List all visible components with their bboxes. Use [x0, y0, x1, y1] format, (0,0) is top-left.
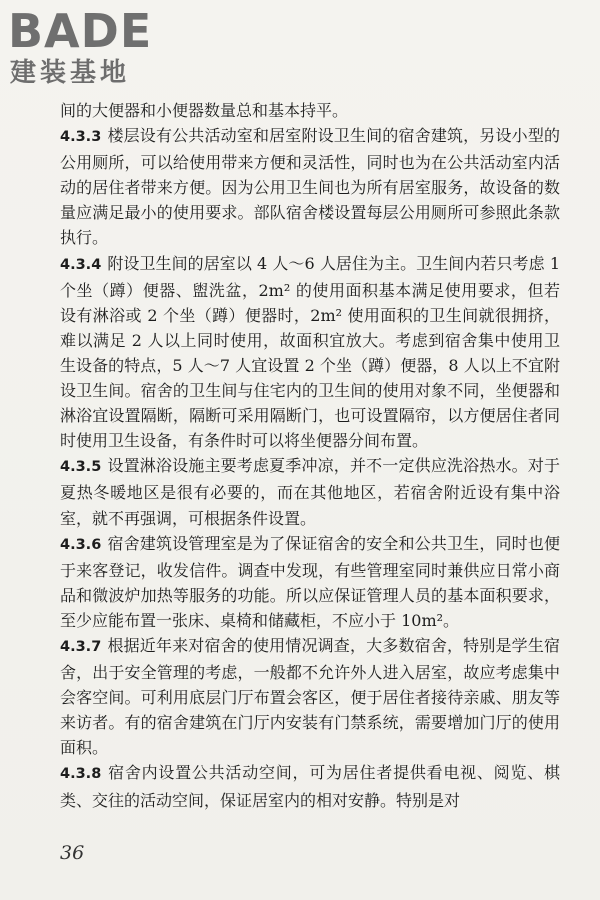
clause-text: 宿舍内设置公共活动空间，可为居住者提供看电视、阅览、棋类、交往的活动空间，保证居室内的相对安静。特别是对: [60, 763, 560, 810]
clause-4-3-8: [60, 760, 560, 812]
clause-text: 附设卫生间的居室以 4 人～6 人居住为主。卫生间内若只考虑 1 个坐（蹲）便器、盥洗盆，2m² 的使用面积基本满足使用要求，但若设有淋浴或 2 个坐（蹲）便器时，2m² 使用面积的卫生间就很拥挤，难以满足 2 人以上同时使用，故面积宜放大。考虑到宿舍集中使用卫生设备的特点，5 人～7 人宜设置 2 个坐（蹲）便器，8 人以上不宜附设卫生间。宿舍的卫生间与住宅内的卫生间的使用对象不同，坐便器和淋浴宜设置隔断，隔断可采用隔断门，也可设置隔帘，以方便居住者同时使用卫生设备，有条件时可以将坐便器分间布置。: [60, 253, 560, 451]
clause-4-3-3: [60, 123, 560, 250]
clause-number: 4.3.3: [60, 129, 102, 146]
page-number: 36: [60, 842, 85, 864]
bade-logo: [8, 6, 183, 91]
clause-text: 楼层设有公共活动室和居室附设卫生间的宿舍建筑，另设小型的公用厕所，可以给使用带来方便和灵活性，同时也为在公共活动室内活动的居住者带来方便。因为公用卫生间也为所有居室服务，故设备的数量应满足最小的使用要求。部队宿舍楼设置每层公用厕所可参照此条款执行。: [60, 126, 560, 248]
logo-subtitle: 建装基地: [10, 58, 131, 88]
clause-number: 4.3.4: [60, 256, 102, 273]
paragraph-text: 间的大便器和小便器数量总和基本持平。: [60, 101, 349, 120]
paragraph-continuation: [60, 98, 560, 123]
clause-number: 4.3.5: [60, 459, 102, 476]
body-text: [60, 98, 560, 813]
clause-4-3-5: [60, 453, 560, 530]
logo-wordmark: BADE: [8, 4, 153, 58]
clause-4-3-7: [60, 633, 560, 760]
clause-number: 4.3.6: [60, 536, 102, 553]
clause-4-3-4: [60, 251, 560, 454]
clause-text: 设置淋浴设施主要考虑夏季冲凉，并不一定供应洗浴热水。对于夏热冬暖地区是很有必要的，而在其他地区，若宿舍附近设有集中浴室，就不再强调，可根据条件设置。: [60, 456, 560, 528]
clause-text: 根据近年来对宿舍的使用情况调查，大多数宿舍，特别是学生宿舍，出于安全管理的考虑，一般都不允许外人进入居室，故应考虑集中会客空间。可利用底层门厅布置会客区，便于居住者接待亲戚、朋友等来访者。有的宿舍建筑在门厅内安装有门禁系统，需要增加门厅的使用面积。: [60, 635, 560, 758]
clause-text: 宿舍建筑设管理室是为了保证宿舍的安全和公共卫生，同时也便于来客登记，收发信件。调查中发现，有些管理室同时兼供应日常小商品和微波炉加热等服务的功能。所以应保证管理人员的基本面积要求，至少应能布置一张床、桌椅和储藏柜，不应小于 10m²。: [60, 533, 560, 630]
clause-number: 4.3.7: [60, 638, 102, 655]
clause-4-3-6: [60, 531, 560, 633]
clause-number: 4.3.8: [60, 766, 102, 783]
